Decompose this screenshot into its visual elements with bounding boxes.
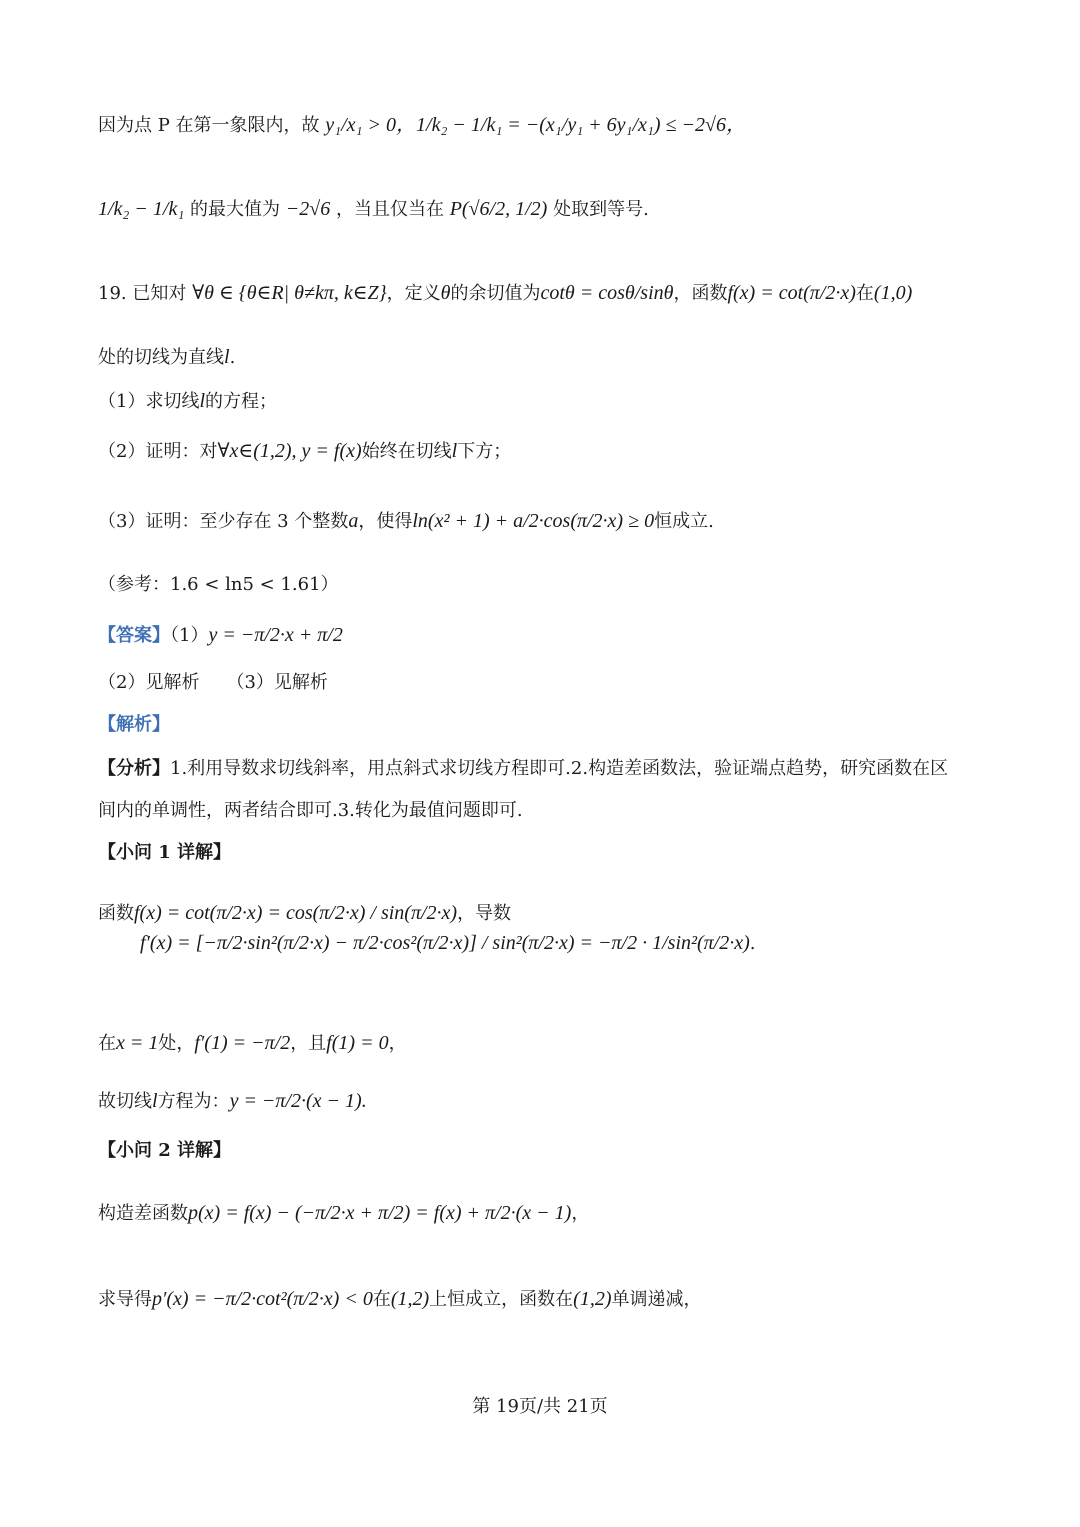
sub1-tangent-equation: 故切线l方程为：y = −π/2·(x − 1). (98, 1090, 367, 1112)
sub1-derivative-line: f′(x) = [−π/2·sin²(π/2·x) − π/2·cos²(π/2·x)] / sin²(π/2·x) = −π/2 · 1/sin²(π/2·x). (140, 932, 756, 954)
question-19-part-1: （1）求切线l的方程； (98, 390, 278, 412)
question-19-part-2: （2）证明：对∀x∈(1,2), y = f(x)始终在切线l下方； (98, 440, 512, 462)
analysis-tag-line (98, 712, 1010, 738)
question-19-part-3: （3）证明：至少存在 3 个整数a，使得ln(x² + 1) + a/2·cos(π/2·x) ≥ 0恒成立. (98, 510, 714, 532)
analysis-tag: 【解析】 (98, 714, 170, 735)
sub2-difference-function: 构造差函数p(x) = f(x) − (−π/2·x + π/2) = f(x) + π/2·(x − 1)， (98, 1202, 590, 1224)
sub1-function-line: 函数f(x) = cot(π/2·x) = cos(π/2·x) / sin(π/2·x)，导数 (98, 902, 512, 924)
line-max-value: 1/k₂ − 1/k₁ 的最大值为 −2√6 ，当且仅当在 P(√6/2, 1/2) 处取到等号. (98, 198, 649, 220)
question-19-stem-cont: 处的切线为直线l. (98, 346, 236, 368)
answer-line-2: （2）见解析 （3）见解析 (98, 672, 328, 693)
answer-line-1: 【答案】（1）y = −π/2·x + π/2 (98, 624, 343, 646)
formula-slope-inequality: y₁/x₁ > 0，1/k₂ − 1/k₁ = −(x₁/y₁ + 6y₁/x₁) ≤ −2√6， (325, 114, 746, 136)
fenxi-line-1: 【分析】1.利用导数求切线斜率，用点斜式求切线方程即可.2.构造差函数法，验证端点趋势，研究函数在区 (98, 758, 949, 779)
reference-note: （参考：1.6 < ln5 < 1.61） (98, 574, 339, 595)
answer-tag: 【答案】 (98, 625, 170, 646)
sub-question-1-heading: 【小问 1 详解】 (98, 842, 232, 863)
sub1-at-x1-line: 在x = 1处，f′(1) = −π/2，且f(1) = 0， (98, 1032, 407, 1054)
fenxi-line-2: 间内的单调性，两者结合即可.3.转化为最值问题即可. (98, 800, 523, 821)
question-19-stem: 19. 已知对 ∀θ ∈ {θ∈R| θ≠kπ, k∈Z}，定义θ的余切值为cotθ = cosθ/sinθ，函数f(x) = cot(π/2·x)在(1,0) (98, 282, 913, 304)
line-p-first-quadrant: 因为点 P 在第一象限内，故 y₁/x₁ > 0，1/k₂ − 1/k₁ = −(x₁/y₁ + 6y₁/x₁) ≤ −2√6， (98, 114, 746, 136)
page-footer: 第 19页/共 21页 (472, 1396, 608, 1417)
sub-question-2-heading: 【小问 2 详解】 (98, 1140, 232, 1161)
sub2-derivative-line: 求导得p′(x) = −π/2·cot²(π/2·x) < 0在(1,2)上恒成立，函数在(1,2)单调递减， (98, 1288, 702, 1310)
